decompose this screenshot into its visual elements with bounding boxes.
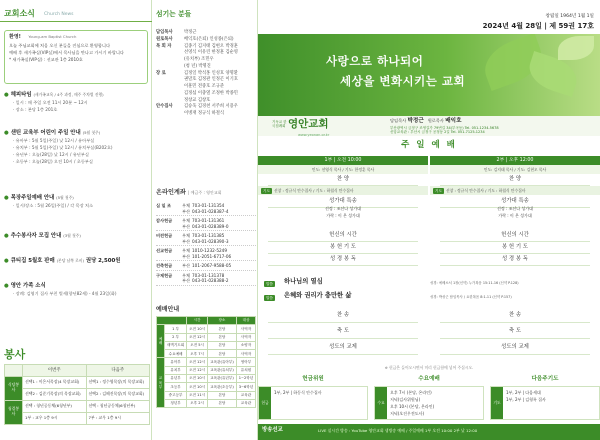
- event-box: [490, 386, 600, 420]
- event-heading: 헌금위원: [302, 376, 324, 382]
- account-bank: 부산: [182, 263, 191, 269]
- account-row: [156, 248, 256, 253]
- staff-list: [156, 30, 256, 118]
- schedule-cell: 3~6학년: [236, 383, 255, 391]
- strip-text: 선창 : 정규식 안수집사 / 기도 : 하철식 안수집사: [445, 188, 526, 193]
- pastor-label: 담임목사: [390, 118, 407, 123]
- news-detail: · 유년부 : 오늘(28일) 낮 12시 / 유년부실: [13, 151, 89, 157]
- service-section: [4, 348, 150, 425]
- schedule-cell: 2 부: [165, 333, 187, 341]
- account-row: [156, 218, 256, 223]
- closing-item: 성도의 교제: [501, 344, 529, 350]
- emeritus-name: 배익호: [445, 118, 462, 124]
- schedule-cell: 오전 10시: [187, 375, 208, 383]
- news-item-volunteer: ● 추수봉사자 모집 안내 (3월 첫주): [4, 233, 81, 239]
- staff-role: [156, 57, 184, 62]
- event-line: 오후 7시 (본당, 온라인): [390, 390, 432, 395]
- schedule-row: [157, 333, 256, 341]
- worship-title: 주 일 예 배: [401, 140, 457, 150]
- staff-row: [156, 57, 256, 62]
- news-item-qt-book: ● 큐티집 5월호 판매 (본당 남쪽 로비) 권당 2,500원: [4, 258, 121, 264]
- account-name: [156, 278, 182, 283]
- service-cell: 7부 : 교우 1층 9시: [86, 412, 150, 424]
- staff-names: 이병재 정규식 하철식: [184, 111, 225, 116]
- schedule-cell: 소양자: [236, 341, 255, 349]
- church-news-column: [0, 0, 152, 440]
- service-cell: 선택2 : 김해진목장(의 목장교회): [86, 388, 150, 400]
- schedule-cell: 청년부: [165, 399, 187, 407]
- pastor-name: 박정근: [407, 118, 424, 124]
- news-detail: · 일시 : 매 주일 오전 11시 20분 ~ 12시: [13, 100, 88, 106]
- account-number: 043-01-028388-2: [192, 278, 229, 284]
- emeritus-label: 원로목사: [427, 118, 444, 123]
- account-number: 703-01-131361: [192, 218, 225, 224]
- staff-role: [156, 98, 184, 103]
- service1-header: 1부 | 오전 10:00: [258, 156, 428, 165]
- schedule-header: [157, 317, 187, 325]
- staff-row: [156, 30, 256, 35]
- address-line: 부산광역시 금정구 조영길가 79번길 34(부곡동) Tel. 051-1234-5678: [390, 125, 499, 130]
- event-box: [258, 386, 368, 420]
- staff-row: [156, 91, 256, 96]
- church-news-title: 교회소식: [4, 9, 35, 18]
- worship-item: 성가대 특송: [329, 198, 357, 204]
- closing-divider: [268, 338, 418, 339]
- schedule-row: [157, 391, 256, 399]
- schedule-cell: 본당: [207, 399, 236, 407]
- account-number: 703-01-131378: [192, 272, 225, 278]
- schedule-row: [157, 350, 256, 358]
- staff-role: [156, 91, 184, 96]
- account-number: 703-01-131385: [192, 233, 225, 239]
- service-header-blank: [5, 364, 23, 376]
- account-name: [156, 239, 182, 244]
- closing-item: 찬 송: [508, 312, 522, 318]
- logo-prefix: 기독교 한국침례회: [272, 120, 287, 129]
- news-detail: · 장소 : 본당 1층 201호: [13, 107, 58, 112]
- account-number: 101-2067-9588-05: [192, 263, 232, 269]
- staff-row: [156, 44, 256, 49]
- staff-role: [156, 50, 184, 55]
- news-item-family: ● 영안 가족 소식 · 장례: 김영기 집사 부친 별세(향년82세) - 4월 23일(화): [4, 283, 150, 297]
- news-note: (본당 남쪽 로비): [56, 258, 84, 263]
- welcome-sub: Young-am Baptist Church: [28, 34, 77, 39]
- leaf-icon: [558, 36, 594, 60]
- schedule-cell: 사역자: [236, 325, 255, 333]
- event-heading: 다음주기도: [531, 376, 559, 382]
- broadcast-text: LIVE 실시간 방송 : YouTube 영안교회 생방송 예배 / 주일예배 1부 오전 10:00 2부 낮 12:00: [318, 428, 478, 433]
- choir-line: 선정 : 조선나 성가대: [324, 206, 362, 211]
- address-line: 신앙교육관 : 부산시 금정구 공정동 2길 Tel. 051-7125-1234: [390, 130, 485, 135]
- worship-item: 헌신의 시간: [329, 232, 357, 238]
- schedule-header: 장소: [207, 317, 236, 325]
- staff-names: 선영식 이유린 한정훈 김순영: [184, 50, 238, 56]
- schedule-cell: 오전 11시: [187, 391, 208, 399]
- closing-item: 축 도: [336, 328, 350, 334]
- account-bank: 부산: [182, 223, 191, 229]
- schedule-cell: 사역자: [236, 350, 255, 358]
- closing-divider: [268, 322, 418, 323]
- account-number: 703-01-131354: [192, 203, 225, 208]
- schedule-cell: 오전 12시: [187, 358, 208, 366]
- staff-row: [156, 50, 256, 55]
- news-title: 목장주일예배 안내: [10, 195, 55, 201]
- worship-column: [258, 0, 600, 440]
- news-item-happytime: ● 헤피타임 (새가족교육 / 4주 과정, 매주 주차별 진행) · 일시 : 매 주일 오전 11시 20분 ~ 12시 · 장소 : 본당 1층 201호: [4, 92, 150, 112]
- account-bank: 우체: [182, 248, 191, 254]
- schedule-cell: 본당: [207, 333, 236, 341]
- staff-names: 김승욱 김경천 서주희 서용우: [184, 104, 238, 110]
- church-news-header: [0, 8, 152, 22]
- worship-divider: [440, 253, 590, 254]
- offering-note: ※ 헌금은 들어오시면서 미리 헌금함에 넣어 주십시오.: [384, 365, 474, 370]
- choir-line: 가락 : 이 온 성가대: [498, 213, 532, 218]
- staff-names: 이훈민 전중호 조규준: [184, 84, 225, 89]
- schedule-cell: 교육관(유년부): [207, 375, 236, 383]
- pastor-info: [390, 118, 499, 135]
- account-number: 043-01-028390-3: [192, 239, 229, 245]
- service-table: [4, 364, 150, 425]
- staff-role: [156, 84, 184, 89]
- schedule-cell: 오전 5시: [187, 341, 208, 349]
- schedule-row: [157, 325, 256, 333]
- schedule-cell: 유치부: [165, 366, 187, 374]
- account-bank: 우체: [182, 233, 191, 239]
- news-detail: · 유아부 : 5월 5일(주일) 낮 12시 / 유아부실: [13, 138, 95, 144]
- issue-info: [483, 14, 594, 30]
- news-detail: · 초등부 : 오늘(28일) 오전 10시 / 초등부실: [13, 158, 93, 164]
- schedule-cell: 유년부: [165, 375, 187, 383]
- staff-title: 섬기는 분들: [156, 10, 192, 18]
- worship-item: 찬 양: [508, 176, 522, 182]
- strip-text: 선창 : 정규식 안수집사 / 기도 : 하철식 안수집사: [273, 188, 354, 193]
- account-number: 101-2051-6717-06: [192, 254, 232, 260]
- closing-item: 성도의 교제: [329, 344, 357, 350]
- news-title: 헤피타임: [10, 92, 32, 98]
- service1-prayer-strip: [258, 186, 428, 195]
- news-note: (3월 첫주): [63, 233, 81, 238]
- schedule-cell: 수요예배: [165, 350, 187, 358]
- worship-item: 봉 헌 기 도: [502, 244, 528, 250]
- closing-divider: [440, 354, 590, 355]
- service-cell: 선택 : 청년공동체(6청년부): [23, 400, 87, 412]
- news-title: 영안 가족 소식: [10, 283, 46, 289]
- staff-role: [156, 111, 184, 116]
- schedule-cell: 유치원: [236, 366, 255, 374]
- account-number: 043-01-028389-0: [192, 223, 229, 229]
- schedule-cell: 오전 12시: [187, 366, 208, 374]
- event-line: 저녁(김사위원님): [390, 397, 421, 402]
- staff-role: [156, 77, 184, 82]
- news-title: 추수봉사자 모집 안내: [10, 233, 62, 239]
- worship-divider: [268, 241, 418, 242]
- worship-item: 성 경 봉 독: [330, 256, 356, 262]
- schedule-cell: 본당: [207, 341, 236, 349]
- strip-tag: 기도: [435, 189, 442, 193]
- service-header: 다음주: [86, 364, 150, 376]
- schedule-cell: 사역자: [236, 333, 255, 341]
- news-note: (새가족교육 / 4주 과정, 매주 주차별 진행): [33, 92, 104, 97]
- schedule-cell: 교육관(초등부): [207, 383, 236, 391]
- staff-role: 목 회 자: [156, 43, 172, 49]
- service1-sub: 인도: 선영식 목사 / 기도: 한정훈 목사: [258, 165, 428, 174]
- closing-item: 찬 송: [336, 312, 350, 318]
- schedule-group: 예배: [157, 325, 165, 358]
- account-name: [156, 209, 182, 214]
- account-name: [156, 224, 182, 229]
- schedule-cell: 본당: [207, 350, 236, 358]
- account-number: 1010-1232-5249: [192, 248, 227, 254]
- staff-row: [156, 37, 256, 42]
- broadcast-bar: [258, 424, 600, 440]
- staff-names: 배익호(은퇴) 인성종(은퇴): [184, 36, 234, 42]
- schedule-row: [157, 375, 256, 383]
- schedule-cell: 오전 10시: [187, 383, 208, 391]
- news-title: 샌틴 교육부 어린이 주일 안내: [10, 130, 81, 136]
- schedule-cell: 초등부: [165, 383, 187, 391]
- account-name: 감사헌금: [156, 218, 173, 224]
- staff-names: 정창교 김창호: [184, 97, 211, 103]
- founding-date: 창립일 1964년 1월 1일: [545, 14, 594, 19]
- account-name: 선교헌금: [156, 248, 173, 254]
- news-note: (5월 첫주): [82, 130, 101, 135]
- service-cell: 1부 : 교우 1층 9시: [23, 412, 87, 424]
- welcome-line: * 새가족실(VIP실) : 선교관 1층 2010호: [9, 57, 83, 63]
- account-bank: 부산: [182, 254, 191, 260]
- staff-role: 원로목사: [156, 36, 173, 42]
- worship-divider: [268, 253, 418, 254]
- schedule-row: [157, 399, 256, 407]
- staff-role: 담임목사: [156, 30, 173, 35]
- service-cell: 선택2 : 김준기목장(의 목장교회): [23, 388, 87, 400]
- schedule-cell: 교육관(유치부): [207, 366, 236, 374]
- service2-prayer-strip: [430, 186, 600, 195]
- worship-divider: [440, 265, 590, 266]
- event-line: 오후 10시 (본당, 온라인): [390, 404, 435, 409]
- event-tag: 수요: [375, 387, 387, 419]
- schedule-cell: 새벽기도회: [165, 341, 187, 349]
- schedule-table: [156, 316, 256, 408]
- account-bank: 부산: [182, 278, 191, 284]
- account-row: [156, 278, 256, 285]
- staff-names: (유치부) 조민우: [184, 57, 214, 62]
- staff-row: [156, 64, 256, 69]
- sermon-title-2: 은혜와 권리가 충만한 삶: [284, 292, 352, 299]
- account-bank: 우체: [182, 272, 191, 278]
- account-row: [156, 209, 256, 216]
- closing-divider: [440, 322, 590, 323]
- service-cell: 선택 : 청년공동체(6청년부): [86, 400, 150, 412]
- accounts-list: [156, 203, 256, 288]
- account-name: 건축헌금: [156, 263, 173, 269]
- account-row: [156, 263, 256, 270]
- welcome-box: [4, 30, 148, 84]
- account-bank: 우체: [182, 203, 191, 208]
- staff-row: [156, 98, 256, 103]
- staff-row: [156, 77, 256, 82]
- slogan-line-2: 세상을 변화시키는 교회: [340, 74, 466, 88]
- sermon-tag: 말씀: [266, 296, 273, 300]
- worship-item: 봉 헌 기 도: [330, 244, 356, 250]
- event-line: 1부, 2부 | 김형록 집사: [506, 397, 546, 402]
- staff-row: [156, 71, 256, 76]
- accounts-owner: | 예금주 : 영안교회: [188, 190, 222, 195]
- sermon-meta-1: 성경: 에베소서 1장(신약) 누가복음 15:11-16 (신약 P.128): [430, 281, 519, 285]
- service-row-label: 청결봉사: [5, 400, 23, 424]
- schedule-row: [157, 341, 256, 349]
- account-name: 비전헌금: [156, 233, 173, 239]
- news-note: (5월 첫주): [56, 195, 74, 200]
- staff-row: [156, 111, 256, 116]
- schedule-cell: 오전 10시: [187, 325, 208, 333]
- schedule-cell: 영아부: [236, 358, 255, 366]
- schedule-title: 예배안내: [156, 306, 180, 313]
- news-title: 큐티집 5월호 판매: [10, 258, 55, 264]
- issue-date: 2024년 4월 28일 | 제 59권 17호: [482, 21, 594, 30]
- event-heading: 수요예배: [418, 376, 440, 382]
- news-item-mokjang: ● 목장주일예배 안내 (5월 첫주) · 일시/장소 : 5월 26일(주일) / 각 목장 처소: [4, 195, 150, 209]
- staff-names: 김정섭 이충열 조정한 박종민: [184, 90, 238, 96]
- account-row: [156, 239, 256, 246]
- schedule-cell: 오후 2시: [187, 399, 208, 407]
- schedule-cell: 교육관: [236, 391, 255, 399]
- church-url: www.yeonan.or.kr: [298, 133, 330, 137]
- news-detail: · 유치부 : 5월 5일(주일) 낮 12시 / 유치부실(B202호): [13, 145, 113, 150]
- account-row: [156, 224, 256, 231]
- account-row: [156, 203, 256, 208]
- event-tag: 헌금: [259, 387, 271, 419]
- accounts-title-text: 온라인계좌: [156, 189, 186, 196]
- worship-divider: [440, 241, 590, 242]
- choir-line: 선정 : 조선나 성가대: [496, 206, 534, 211]
- welcome-title: 환영!: [9, 34, 21, 40]
- staff-names: 김정일 박석홍 인성호 양명환: [184, 70, 238, 76]
- worship-item: 찬 양: [336, 176, 350, 182]
- schedule-cell: 본당: [207, 325, 236, 333]
- staff-names: 권말호 김정관 인정곤 이기호: [184, 77, 238, 83]
- event-box: [374, 386, 484, 420]
- schedule-cell: 본당: [207, 391, 236, 399]
- schedule-cell: 중고등부: [165, 391, 187, 399]
- staff-role: 장 로: [156, 70, 166, 76]
- account-bank: 우체: [182, 218, 191, 224]
- staff-names: (청 년) 박명진: [184, 63, 211, 69]
- closing-divider: [440, 338, 590, 339]
- schedule-cell: 유아부: [165, 358, 187, 366]
- schedule-cell: 교육관(유아부): [207, 358, 236, 366]
- choir-line: 가락 : 이 온 성가대: [326, 213, 360, 218]
- schedule-header: 대상: [236, 317, 255, 325]
- schedule-header: 시간: [187, 317, 208, 325]
- event-line: 1부, 2부 | 하동식 안수집사: [274, 390, 322, 395]
- schedule-group: 교육부: [157, 358, 165, 408]
- service2-header: 2부 | 오후 12:00: [430, 156, 600, 165]
- schedule-cell: 1 부: [165, 325, 187, 333]
- worship-item: 성가대 특송: [501, 198, 529, 204]
- service-row-label: 식당봉사: [5, 376, 23, 400]
- worship-item: 성 경 봉 독: [502, 256, 528, 262]
- church-logo: 영안교회: [288, 118, 329, 130]
- schedule-cell: 1~2학년: [236, 375, 255, 383]
- event-tag: 기도: [491, 387, 503, 419]
- schedule-row: [157, 383, 256, 391]
- closing-divider: [268, 354, 418, 355]
- closing-item: 축 도: [508, 328, 522, 334]
- slogan-line-1: 사랑으로 하나되어: [326, 54, 424, 68]
- schedule-row: [157, 366, 256, 374]
- worship-item: 헌신의 시간: [501, 232, 529, 238]
- broadcast-label: 방송선교: [262, 427, 283, 433]
- account-row: [156, 273, 256, 278]
- service2-sub: 인도: 김지태 목사 / 기도: 김현오 목사: [430, 165, 600, 174]
- account-name: [156, 254, 182, 259]
- staff-names: 김종기 김지태 김현오 박경훈: [184, 43, 238, 49]
- sermon-meta-2: 성경: 박성근 담임목사 / 요한복음 8:1-11 (신약 P.157): [430, 295, 512, 299]
- account-bank: 부산: [182, 208, 191, 214]
- account-row: [156, 233, 256, 238]
- news-item-children-day: ● 샌틴 교육부 어린이 주일 안내 (5월 첫주) · 유아부 : 5월 5일(주일) 낮 12시 / 유아부실 · 유치부 : 5월 5일(주일) 낮 12시 / 유치부실(B202호) · 유년부 : 오늘(28일) 낮 12시 / 유년부실 · 초등부 : 오늘(28일) 오전 10시 / 초등부실: [4, 130, 150, 164]
- account-number: 043-01-028387-4: [192, 208, 229, 214]
- news-detail: · 장례: 김영기 집사 부친 별세(향년82세) - 4월 23일(화): [13, 291, 117, 297]
- sermon-tag: 말씀: [266, 282, 273, 286]
- sermon-title-1: 하나님의 열심: [284, 278, 323, 285]
- schedule-header-row: [157, 317, 256, 325]
- worship-divider: [268, 265, 418, 266]
- staff-row: [156, 104, 256, 109]
- service-title: 봉사: [4, 348, 26, 361]
- schedule-cell: 교육관: [236, 399, 255, 407]
- staff-role: 안수집사: [156, 104, 173, 110]
- service-cell: 선택1 : 정수영목장(의 목장교회): [86, 376, 150, 388]
- service-header: 이번주: [23, 364, 87, 376]
- schedule-row: [157, 358, 256, 366]
- schedule-cell: 오전 12시: [187, 333, 208, 341]
- account-name: 구제헌금: [156, 272, 173, 278]
- account-name: 십 일 조: [156, 203, 172, 208]
- staff-column: [152, 0, 258, 440]
- staff-role: [156, 64, 184, 69]
- event-line: 저녁(오진우전도사): [390, 411, 425, 416]
- accounts-title: [156, 189, 222, 197]
- staff-row: [156, 84, 256, 89]
- service-cell: 선택1 : 이은서목장(4 목장교회): [23, 376, 87, 388]
- church-news-title-en: Church News: [44, 12, 74, 17]
- account-row: [156, 254, 256, 261]
- event-line: 1부, 2부 | 다음세대: [506, 390, 541, 395]
- strip-tag: 기도: [263, 189, 270, 193]
- hero-banner: [258, 34, 600, 116]
- schedule-cell: 오후 7시: [187, 350, 208, 358]
- account-bank: 부산: [182, 239, 191, 245]
- news-detail: · 일시/장소 : 5월 26일(주일) / 각 목장 처소: [13, 203, 94, 209]
- welcome-line: 예배 후 새가족실(VIP실)에서 목사님을 만나고 가시기 바랍니다: [9, 49, 124, 55]
- welcome-line: 오늘 주님교회에 처음 오신 분들을 진심으로 환영합니다: [9, 42, 111, 48]
- news-price: 권당 2,500원: [85, 258, 121, 264]
- staff-names: 박정근: [184, 30, 197, 35]
